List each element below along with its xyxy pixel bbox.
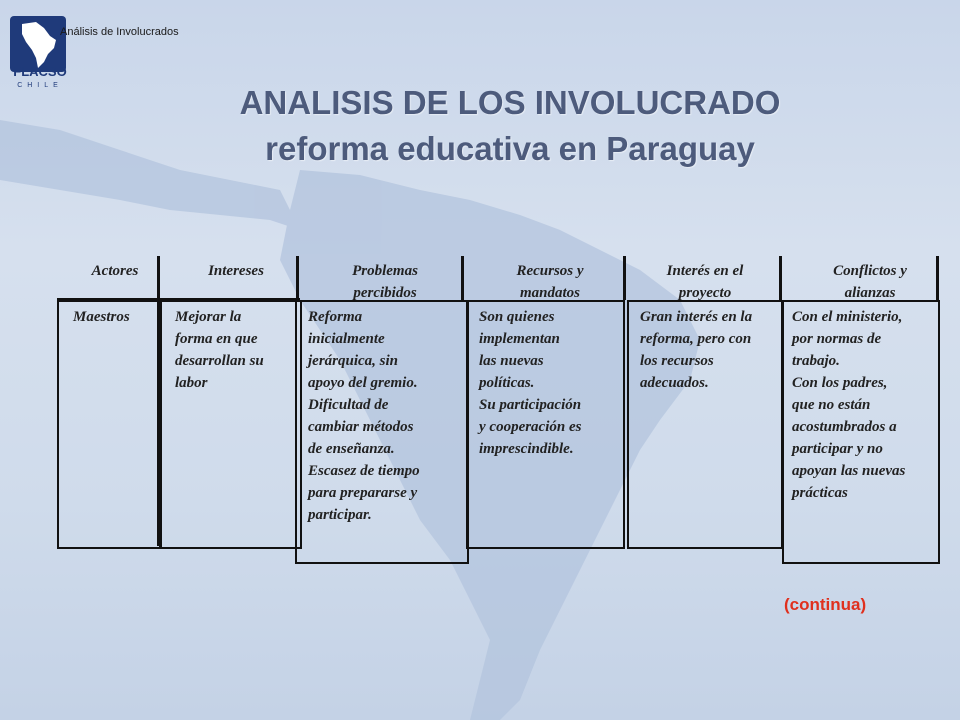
cell-conflictos: Con el ministerio, por normas de trabajo. Con los padres, que no están acostumbrados a participar y no apoyan las nuevas prácticas xyxy=(792,309,906,501)
cell-interes: Gran interés en la reforma, pero con los recursos adecuados. xyxy=(640,309,753,391)
table-box-left xyxy=(57,300,161,549)
cell-problemas: Reforma inicialmente jerárquica, sin apoyo del gremio. Dificultad de cambiar métodos de enseñanza. Escasez de tiempo para prepararse y participar. xyxy=(308,309,420,523)
header-rule xyxy=(57,298,300,301)
cell-actor: Maestros xyxy=(73,309,130,325)
header-label: Análisis de Involucrados xyxy=(60,26,179,38)
column-header-recursos: Recursos y mandatos xyxy=(516,263,584,301)
column-header-intereses: Intereses xyxy=(208,263,264,279)
page-title: ANALISIS DE LOS INVOLUCRADO xyxy=(239,84,781,121)
header-divider xyxy=(296,256,299,300)
column-header-actores: Actores xyxy=(91,263,139,279)
page-subtitle: reforma educativa en Paraguay xyxy=(265,130,755,167)
header-divider xyxy=(461,256,464,300)
cell-recursos: Son quienes implementan las nuevas políticas. Su participación y cooperación es imprescindible. xyxy=(479,309,582,457)
column-header-interes: Interés en el proyecto xyxy=(666,263,744,301)
continua-label: (continua) xyxy=(784,595,867,614)
logo-text: FLACSO xyxy=(13,64,67,79)
logo-subtext: CHILE xyxy=(17,82,63,89)
column-header-conflictos: Conflictos y alianzas xyxy=(833,263,907,301)
cell-intereses: Mejorar la forma en que desarrollan su labor xyxy=(175,309,264,391)
column-header-problemas: Problemas percibidos xyxy=(352,263,418,301)
header-divider xyxy=(157,256,160,546)
